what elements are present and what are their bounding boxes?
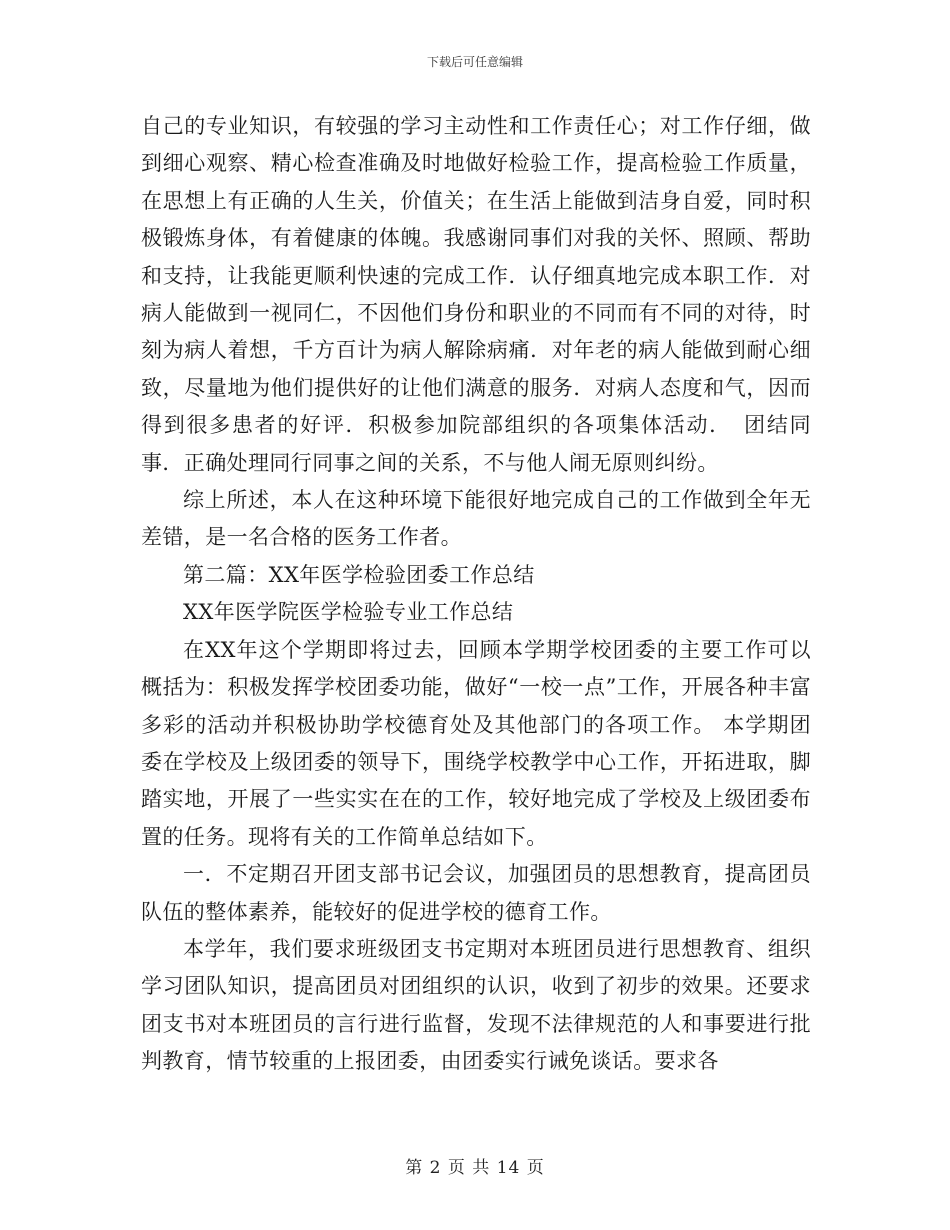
paragraph-1: 自己的专业知识，有较强的学习主动性和工作责任心；对工作仔细，做到细心观察、精心检查准确及时地做好检验工作，提高检验工作质量，在思想上有正确的人生关，价值关；在生活上能做到洁身自爱，同时积极锻炼身体，有着健康的体魄。我感谢同事们对我的关怀、照顾、帮助和支持，让我能更顺利快速的完成工作．认仔细真地完成本职工作．对病人能做到一视同仁，不因他们身份和职业的不同而有不同的对待，时刻为病人着想，千方百计为病人解除病痛．对年老的病人能做到耐心细致，尽量地为他们提供好的让他们满意的服务．对病人态度和气，因而得到很多患者的好评．积极参加院部组织的各项集体活动． 团结同事．正确处理同行同事之间的关系，不与他人闹无原则纠纷。: [141, 114, 811, 475]
document-body: [141, 108, 811, 1081]
paragraph-4: 一．不定期召开团支部书记会议，加强团员的思想教育，提高团员队伍的整体素养，能较好的促进学校的德育工作。: [141, 862, 811, 924]
page-header: 下载后可任意编辑: [426, 55, 523, 69]
section-heading-2: 第二篇：XX年医学检验团委工作总结: [183, 562, 535, 587]
section-subtitle: XX年医学院医学检验专业工作总结: [183, 600, 514, 625]
paragraph-5: 本学年，我们要求班级团支书定期对本班团员进行思想教育、组织学习团队知识，提高团员对团组织的认识，收到了初步的效果。还要求团支书对本班团员的言行进行监督，发现不法律规范的人和事要进行批判教育，情节较重的上报团委，由团委实行诫免谈话。要求各: [141, 936, 811, 1074]
page-number: 第 2 页 共 14 页: [405, 1158, 545, 1178]
paragraph-2: 综上所述，本人在这种环境下能很好地完成自己的工作做到全年无差错，是一名合格的医务工作者。: [141, 488, 811, 550]
paragraph-3: 在XX年这个学期即将过去，回顾本学期学校团委的主要工作可以概括为：积极发挥学校团委功能，做好“一校一点”工作，开展各种丰富多彩的活动并积极协助学校德育处及其他部门的各项工作。 本学期团委在学校及上级团委的领导下，围绕学校教学中心工作，开拓进取，脚踏实地，开展了一些实实在在的工作，较好地完成了学校及上级团委布置的任务。现将有关的工作简单总结如下。: [141, 637, 811, 849]
